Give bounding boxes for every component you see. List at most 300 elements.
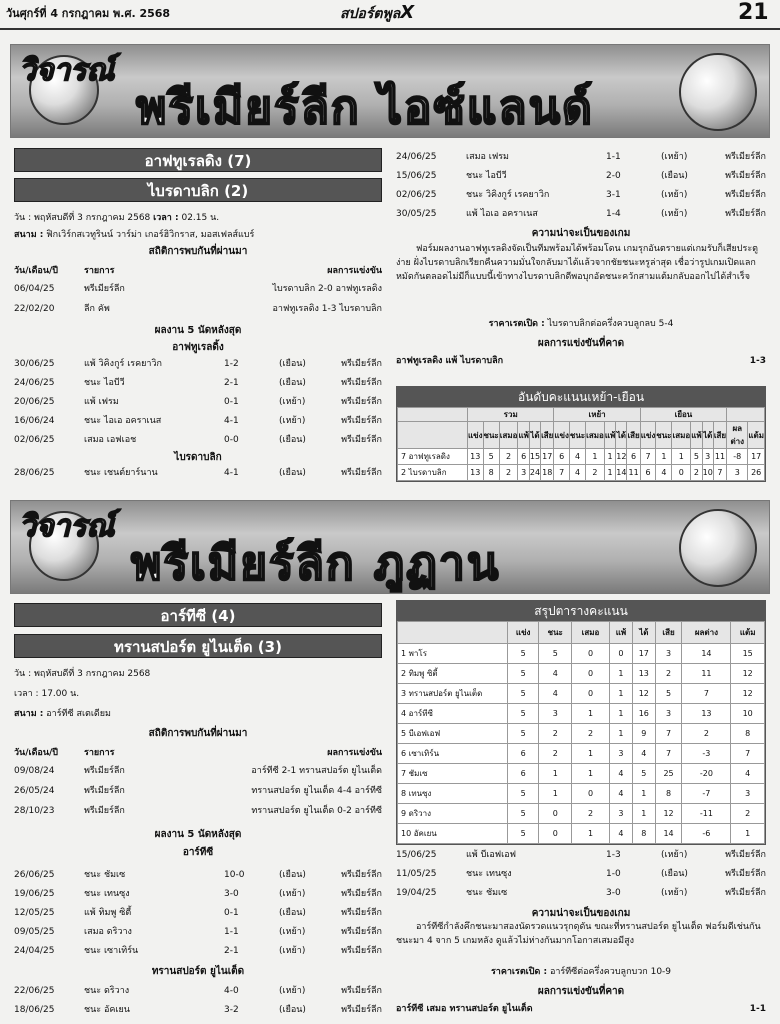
result-date: 30/05/25 <box>396 209 437 219</box>
standing-cell: 0 <box>609 644 632 664</box>
standing-cell: 24 <box>529 465 540 481</box>
result-league: พรีเมียร์ลีก <box>341 416 382 426</box>
result-score: 1-1 <box>606 152 621 162</box>
standing-cell: 5 <box>655 684 682 704</box>
standing-cell: 1 <box>572 704 610 724</box>
standing-row <box>398 664 765 684</box>
standing-cell: 5 <box>508 804 539 824</box>
result-venue: (เยือน) <box>279 435 306 445</box>
h2h-row <box>14 282 382 296</box>
result-score: 3-0 <box>606 888 621 898</box>
standing-cell: -20 <box>682 764 731 784</box>
result-date: 24/06/25 <box>14 378 55 388</box>
standing-team: 6 เซาเทิร์น <box>398 744 508 764</box>
result-league: พรีเมียร์ลีก <box>341 870 382 880</box>
standing-cell: 0 <box>572 644 610 664</box>
standing-cell: 1 <box>609 724 632 744</box>
standing-cell: 14 <box>616 465 627 481</box>
standing-team: 4 อาร์ทีซี <box>398 704 508 724</box>
date-label: วัน : <box>14 213 32 223</box>
standing-row <box>398 824 765 844</box>
banner-bhutan <box>10 500 770 594</box>
standing-cell: 13 <box>468 465 484 481</box>
result-league: พรีเมียร์ลีก <box>341 468 382 478</box>
h2h-result: ไบรดาบลิก 2-0 อาฟทูเรลดิง <box>272 284 382 294</box>
standings-summary <box>396 600 766 845</box>
standing-cell: 1 <box>672 449 691 465</box>
col-header: แต้ม <box>731 622 765 644</box>
standing-cell: 10 <box>702 465 713 481</box>
result-league: พรีเมียร์ลีก <box>341 435 382 445</box>
issue-date: วันศุกร์ที่ 4 กรกฎาคม พ.ศ. 2568 <box>6 7 171 20</box>
standings-title: สรุปตารางคะแนน <box>397 601 765 621</box>
standing-row <box>398 449 765 465</box>
standing-cell: 1 <box>604 465 615 481</box>
col-date: วัน/เดือน/ปี <box>14 266 58 276</box>
standing-team: 10 อัคเยน <box>398 824 508 844</box>
h2h-title: สถิติการพบกันที่ผ่านมา <box>148 728 248 739</box>
h2h-date: 06/04/25 <box>14 284 55 294</box>
result-venue: (เหย้า) <box>279 397 306 407</box>
result-team: แพ้ วิคิงกูร์ เรคยาวิก <box>84 359 162 369</box>
banner-iceland <box>10 44 770 138</box>
col-header: เสีย <box>627 422 640 449</box>
match-time <box>14 686 79 700</box>
result-venue: (เหย้า) <box>661 888 688 898</box>
col-header: ได้ <box>529 422 540 449</box>
standing-cell: 8 <box>633 824 656 844</box>
standing-cell: 26 <box>748 465 765 481</box>
banner-kicker: วิจารณ์ <box>19 53 115 88</box>
result-venue: (เยือน) <box>661 869 688 879</box>
result-score: 2-0 <box>606 171 621 181</box>
result-league: พรีเมียร์ลีก <box>341 908 382 918</box>
standings-table <box>397 621 765 844</box>
result-venue: (เหย้า) <box>279 927 306 937</box>
result-venue: (เยือน) <box>279 378 306 388</box>
home-last5-list <box>14 868 382 963</box>
col-header: เสีย <box>713 422 726 449</box>
col-header: แข่ง <box>468 422 484 449</box>
standing-cell: 3 <box>609 804 632 824</box>
standing-cell: 5 <box>508 684 539 704</box>
standing-cell: 5 <box>483 449 499 465</box>
result-score: 0-0 <box>224 435 239 445</box>
standing-cell: 15 <box>731 644 765 664</box>
h2h-event: พรีเมียร์ลีก <box>84 766 125 776</box>
standing-cell: 10 <box>731 704 765 724</box>
col-header: แข่ง <box>554 422 570 449</box>
result-team: ชนะ ไอบีวี <box>466 171 507 181</box>
result-league: พรีเมียร์ลีก <box>725 850 766 860</box>
standing-cell: 13 <box>682 704 731 724</box>
standing-cell: 13 <box>633 664 656 684</box>
result-row <box>396 150 766 164</box>
standing-cell: 1 <box>604 449 615 465</box>
result-team: ชนะ วิคิงกูร์ เรคยาวิก <box>466 190 550 200</box>
standing-cell: 4 <box>633 744 656 764</box>
standing-cell: 1 <box>633 804 656 824</box>
prediction-text: อาร์ทีซี เสมอ ทรานสปอร์ต ยูไนเต็ด <box>396 1004 533 1014</box>
last5-title: ผลงาน 5 นัดหลังสุด <box>154 325 242 336</box>
standing-cell: 2 <box>539 744 572 764</box>
standing-cell: -8 <box>727 449 748 465</box>
col-header: ได้ <box>616 422 627 449</box>
result-row <box>14 414 382 428</box>
banner-title: พรีเมียร์ลีก ไอซ์แลนด์ <box>136 80 594 134</box>
standing-cell: 11 <box>713 449 726 465</box>
standing-cell: 2 <box>731 804 765 824</box>
result-venue: (เหย้า) <box>279 986 306 996</box>
col-header: เสมอ <box>586 422 605 449</box>
standing-team: 2 ทิมพู ซิตี้ <box>398 664 508 684</box>
standing-cell: 5 <box>508 704 539 724</box>
standings-home-away <box>396 386 766 482</box>
standing-cell: 1 <box>609 684 632 704</box>
result-score: 0-1 <box>224 397 239 407</box>
away-last5-list-cont <box>396 150 766 226</box>
result-date: 19/06/25 <box>14 889 55 899</box>
standings-body <box>398 449 765 481</box>
standing-cell: 0 <box>572 684 610 704</box>
result-league: พรีเมียร์ลีก <box>725 152 766 162</box>
standing-cell: 7 <box>682 684 731 704</box>
result-score: 4-1 <box>224 416 239 426</box>
col-header: ชนะ <box>656 422 672 449</box>
h2h-result: ทรานสปอร์ต ยูไนเต็ด 4-4 อาร์ทีซี <box>251 786 382 796</box>
standing-cell: 14 <box>682 644 731 664</box>
h2h-result: อาฟทูเรลดิง 1-3 ไบรดาบลิก <box>272 304 382 314</box>
standing-cell: 7 <box>554 465 570 481</box>
col-header: เสีย <box>655 622 682 644</box>
header-divider <box>0 28 780 30</box>
result-league: พรีเมียร์ลีก <box>725 190 766 200</box>
col-header: แพ้ <box>691 422 702 449</box>
standing-cell: 4 <box>609 764 632 784</box>
standing-cell: 4 <box>569 465 585 481</box>
standing-cell: 12 <box>616 449 627 465</box>
result-venue: (เหย้า) <box>661 209 688 219</box>
standing-cell: 5 <box>633 764 656 784</box>
result-league: พรีเมียร์ลีก <box>341 946 382 956</box>
home-last5-title: อาฟทูเรลดิ้ง <box>172 342 224 353</box>
result-row <box>396 848 766 862</box>
h2h-list <box>14 764 382 824</box>
venue-value: อาร์ทีซี สเตเดียม <box>46 709 111 719</box>
standing-cell: 16 <box>633 704 656 724</box>
logo-text: สปอร์ตพูล <box>340 6 401 22</box>
standing-cell: 1 <box>572 744 610 764</box>
standing-cell: 6 <box>627 449 640 465</box>
group-total: รวม <box>468 408 554 422</box>
col-header: แพ้ <box>604 422 615 449</box>
result-league: พรีเมียร์ลีก <box>725 171 766 181</box>
result-venue: (เหย้า) <box>661 190 688 200</box>
standing-cell: 18 <box>541 465 554 481</box>
standings-col-row <box>398 422 765 449</box>
result-score: 1-3 <box>606 850 621 860</box>
prediction-score: 1-1 <box>749 1004 766 1014</box>
result-team: แพ้ บีเอฟเอฟ <box>466 850 517 860</box>
result-row <box>14 984 382 998</box>
result-row <box>14 376 382 390</box>
standing-cell: 3 <box>731 784 765 804</box>
standing-cell: 1 <box>572 824 610 844</box>
result-team: เสมอ ดริวาง <box>84 927 132 937</box>
standing-cell: 12 <box>633 684 656 704</box>
result-venue: (เหย้า) <box>661 152 688 162</box>
standing-cell: 3 <box>539 704 572 724</box>
result-league: พรีเมียร์ลีก <box>341 1005 382 1015</box>
standing-cell: 0 <box>539 824 572 844</box>
standing-cell: 5 <box>508 724 539 744</box>
result-date: 24/06/25 <box>396 152 437 162</box>
result-row <box>14 395 382 409</box>
time-label: เวลา : <box>14 689 39 699</box>
h2h-result: อาร์ทีซี 2-1 ทรานสปอร์ต ยูไนเต็ด <box>251 766 382 776</box>
standing-cell: 14 <box>655 824 682 844</box>
result-score: 1-0 <box>606 869 621 879</box>
result-venue: (เยือน) <box>279 908 306 918</box>
result-row <box>396 886 766 900</box>
result-team: ชนะ ไอเอ อคราเนส <box>84 416 162 426</box>
standings-col-row <box>398 622 765 644</box>
standing-cell: 12 <box>731 684 765 704</box>
standing-cell: 1 <box>609 664 632 684</box>
result-date: 12/05/25 <box>14 908 55 918</box>
h2h-row <box>14 784 382 798</box>
standing-cell: 2 <box>572 724 610 744</box>
standing-cell: 3 <box>655 644 682 664</box>
result-score: 3-0 <box>224 889 239 899</box>
standing-cell: 6 <box>518 449 529 465</box>
result-row <box>14 906 382 920</box>
col-header: ชนะ <box>539 622 572 644</box>
standing-team: 3 ทรานสปอร์ต ยูไนเต็ด <box>398 684 508 704</box>
h2h-list <box>14 282 382 322</box>
venue <box>14 706 111 720</box>
result-venue: (เยือน) <box>279 870 306 880</box>
result-league: พรีเมียร์ลีก <box>341 889 382 899</box>
standing-cell: 2 <box>499 465 518 481</box>
col-header: แข่ง <box>508 622 539 644</box>
price <box>396 964 766 978</box>
standing-row <box>398 724 765 744</box>
h2h-event: พรีเมียร์ลีก <box>84 284 125 294</box>
venue-label: สนาม : <box>14 230 44 240</box>
col-header: ผลต่าง <box>727 422 748 449</box>
result-date: 02/06/25 <box>14 435 55 445</box>
standing-cell: 13 <box>468 449 484 465</box>
standing-team: 7 อาฟทูเรลดิง <box>398 449 468 465</box>
h2h-event: พรีเมียร์ลีก <box>84 806 125 816</box>
result-score: 1-2 <box>224 359 239 369</box>
standings-body <box>398 644 765 844</box>
standing-row <box>398 704 765 724</box>
standing-cell: 1 <box>633 784 656 804</box>
chance-text: อาร์ทีซีกำลังคึกชนะมาสองนัดรวดแนวรุกดุดัน ขณะที่ทรานสปอร์ต ยูไนเต็ด ฟอร์มดีเช่นกันชนะมา 4 จาก 5 เกมหลัง ดูแล้วไม่ห่างกันมากโอกาสเสมอมีสูง <box>396 922 761 946</box>
date-label: วัน : <box>14 669 32 679</box>
page-number: 21 <box>738 0 769 25</box>
result-team: ชนะ เชนต์ยาร์นาน <box>84 468 158 478</box>
away-team-title: ไบรดาบลิก (2) <box>14 178 382 202</box>
result-venue: (เยือน) <box>279 1005 306 1015</box>
result-league: พรีเมียร์ลีก <box>341 927 382 937</box>
result-date: 15/06/25 <box>396 171 437 181</box>
h2h-result: ทรานสปอร์ต ยูไนเต็ด 0-2 อาร์ทีซี <box>251 806 382 816</box>
standing-cell: 9 <box>633 724 656 744</box>
prediction-text: อาฟทูเรลดิง แพ้ ไบรดาบลิก <box>396 356 504 366</box>
result-row <box>14 466 382 480</box>
banner-title: พรีเมียร์ลีก ภูฏาน <box>131 536 501 590</box>
result-date: 16/06/24 <box>14 416 55 426</box>
result-team: ชนะ เซาเทิร์น <box>84 946 139 956</box>
h2h-title: สถิติการพบกันที่ผ่านมา <box>148 246 248 257</box>
standing-cell: -7 <box>682 784 731 804</box>
result-date: 28/06/25 <box>14 468 55 478</box>
standing-cell: 2 <box>682 724 731 744</box>
standing-cell: 3 <box>609 744 632 764</box>
standing-cell: 0 <box>539 804 572 824</box>
standing-cell: 1 <box>609 704 632 724</box>
standing-cell: 12 <box>731 664 765 684</box>
col-header: ผลต่าง <box>682 622 731 644</box>
away-last5-list-cont <box>396 848 766 905</box>
col-result: ผลการแข่งขัน <box>327 266 382 276</box>
result-date: 18/06/25 <box>14 1005 55 1015</box>
result-score: 4-0 <box>224 986 239 996</box>
standing-cell: -6 <box>682 824 731 844</box>
result-team: ชนะ ไอบีวี <box>84 378 125 388</box>
result-league: พรีเมียร์ลีก <box>341 378 382 388</box>
result-league: พรีเมียร์ลีก <box>341 359 382 369</box>
standings-title: อันดับคะแนนเหย้า-เยือน <box>397 387 765 407</box>
h2h-date: 22/02/20 <box>14 304 55 314</box>
standing-cell: 2 <box>691 465 702 481</box>
result-row <box>14 925 382 939</box>
chance-text: ฟอร์มผลงานอาฟทูเรลดิงจัดเป็นทีมพร้อมได้พร้อมโดน เกมรุกอันตรายแต่เกมรับก็เสียประตูง่าย ฝั่งไบรดาบลิกเรียกคืนความมั่นใจกลับมาได้แล้วจากชัยชนะหรูล่าสุด เชื่อว่ารูปเกมเปิดแลกหมัดกันตลอดไม่มีก็แบบนี้เข้าทางไบรดาบลิกดีพอบุกอัดชนะควักสามแต้มกลับออกไปได้สำเร็จ <box>396 244 759 282</box>
standing-cell: 4 <box>609 784 632 804</box>
h2h-date: 26/05/24 <box>14 786 55 796</box>
standing-cell: 6 <box>508 744 539 764</box>
col-header: ได้ <box>633 622 656 644</box>
price-value: อาร์ทีซีต่อครึ่งควบลูกบวก 10-9 <box>549 967 672 977</box>
standing-cell: 7 <box>731 744 765 764</box>
result-row <box>396 207 766 221</box>
standing-team: 5 บีเอฟเอฟ <box>398 724 508 744</box>
standing-row <box>398 764 765 784</box>
standing-cell: 3 <box>702 449 713 465</box>
result-date: 02/06/25 <box>396 190 437 200</box>
standing-cell: 2 <box>539 724 572 744</box>
col-header: แพ้ <box>518 422 529 449</box>
standing-row <box>398 465 765 481</box>
date-value: พฤหัสบดีที่ 3 กรกฎาคม 2568 <box>33 213 151 223</box>
away-last5-title: ทรานสปอร์ต ยูไนเต็ด <box>151 966 245 977</box>
col-result: ผลการแข่งขัน <box>327 748 382 758</box>
standing-team: 8 เทนซุง <box>398 784 508 804</box>
standing-cell: 8 <box>655 784 682 804</box>
result-venue: (เหย้า) <box>661 850 688 860</box>
standing-cell: 6 <box>640 465 656 481</box>
h2h-date: 28/10/23 <box>14 806 55 816</box>
standing-cell: 2 <box>572 804 610 824</box>
masthead-logo <box>340 2 414 25</box>
standing-cell: 5 <box>691 449 702 465</box>
standing-team: 9 ดริวาง <box>398 804 508 824</box>
standing-cell: 4 <box>539 684 572 704</box>
home-last5-title: อาร์ทีซี <box>182 847 214 858</box>
result-date: 24/04/25 <box>14 946 55 956</box>
chance-title: ความน่าจะเป็นของเกม <box>531 228 631 239</box>
standing-row <box>398 804 765 824</box>
col-date: วัน/เดือน/ปี <box>14 748 58 758</box>
standing-cell: 1 <box>539 764 572 784</box>
standing-cell: 1 <box>731 824 765 844</box>
price-label: ราคาเรตเปิด : <box>490 967 548 977</box>
venue-label: สนาม : <box>14 709 44 719</box>
standing-cell: 17 <box>748 449 765 465</box>
standing-cell: 3 <box>727 465 748 481</box>
standing-cell: 7 <box>655 744 682 764</box>
result-date: 20/06/25 <box>14 397 55 407</box>
result-venue: (เหย้า) <box>279 889 306 899</box>
away-last5-list <box>14 984 382 1022</box>
standing-cell: 0 <box>572 784 610 804</box>
prediction-score: 1-3 <box>749 356 766 366</box>
team-col <box>398 622 508 644</box>
standing-cell: 6 <box>554 449 570 465</box>
col-header: เสมอ <box>572 622 610 644</box>
standing-cell: 12 <box>655 804 682 824</box>
standing-cell: 5 <box>508 784 539 804</box>
price <box>396 316 766 330</box>
result-score: 1-4 <box>606 209 621 219</box>
result-row <box>396 188 766 202</box>
col-header: แพ้ <box>609 622 632 644</box>
standing-cell: 11 <box>627 465 640 481</box>
standing-cell: 4 <box>569 449 585 465</box>
h2h-row <box>14 764 382 778</box>
result-score: 3-1 <box>606 190 621 200</box>
standing-cell: 5 <box>508 824 539 844</box>
team-col <box>398 408 468 422</box>
h2h-row <box>14 804 382 818</box>
result-team: ชนะ ชัมเซ <box>84 870 126 880</box>
standing-cell: 1 <box>656 449 672 465</box>
result-row <box>14 357 382 371</box>
result-team: ชนะ ดริวาง <box>84 986 130 996</box>
result-score: 4-1 <box>224 468 239 478</box>
standing-cell: 2 <box>586 465 605 481</box>
standing-cell: 17 <box>541 449 554 465</box>
standing-cell: 3 <box>655 704 682 724</box>
prediction <box>396 354 766 368</box>
away-last5-title: ไบรดาบลิก <box>174 452 222 463</box>
col-header: เสมอ <box>672 422 691 449</box>
home-last5-list <box>14 357 382 452</box>
price-value: ไบรดาบลิกต่อครึ่งควบลูกลบ 5-4 <box>547 319 674 329</box>
h2h-date: 09/08/24 <box>14 766 55 776</box>
prediction-title: ผลการแข่งขันที่คาด <box>537 986 625 997</box>
chance-title: ความน่าจะเป็นของเกม <box>531 908 631 919</box>
col-event: รายการ <box>84 266 115 276</box>
prediction <box>396 1002 766 1016</box>
standing-cell: 5 <box>508 664 539 684</box>
standing-row <box>398 684 765 704</box>
logo-x: X <box>400 2 415 23</box>
standing-row <box>398 744 765 764</box>
